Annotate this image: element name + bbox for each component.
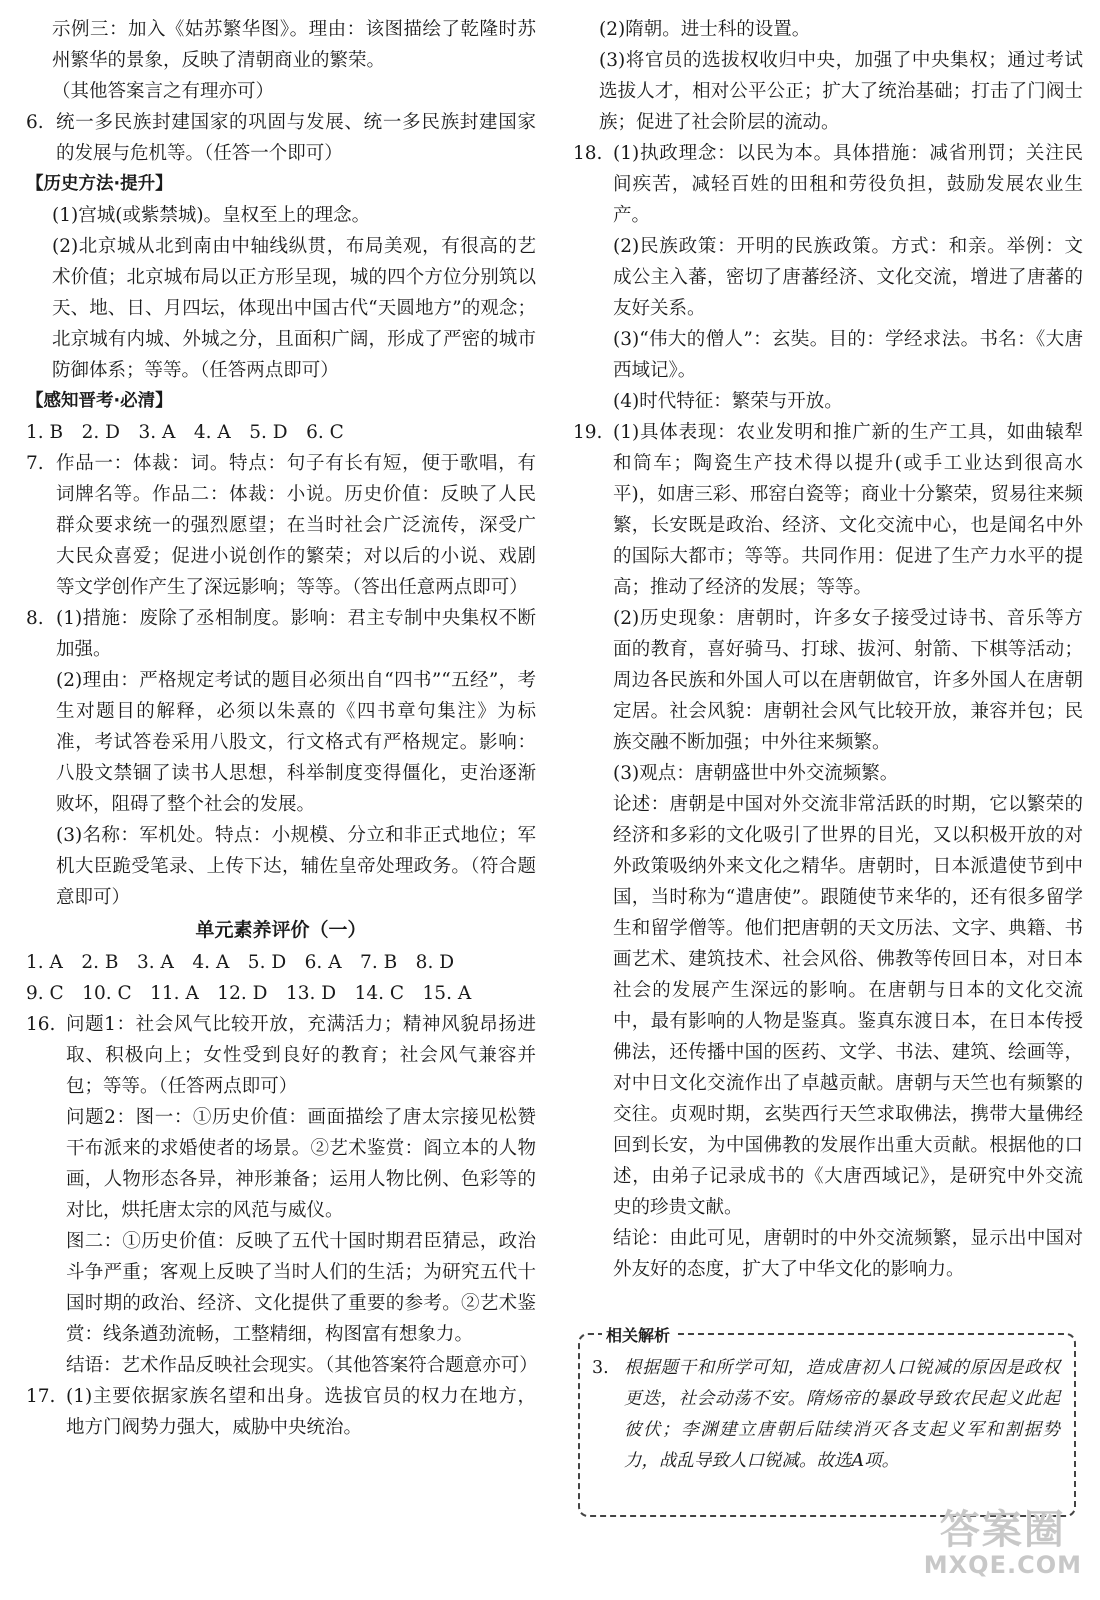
answer-text: 论述：唐朝是中国对外交流非常活跃的时期，它以繁荣的经济和多彩的文化吸引了世界的目光，又以积极开放的对外政策吸纳外来文化之精华。唐朝时，日本派遣使节到中国，当时称为“遣唐使”。跟随使节来华的，还有很多留学生和留学僧等。他们把唐朝的天文历法、文字、典籍、书画艺术、建筑技术、社会风俗、佛教等传回日本，对日本社会的发展产生深远的影响。在唐朝与日本的文化交流中，最有影响的人物是鉴真。鉴真东渡日本，在日本传授佛法，还传播中国的医药、文学、书法、建筑、绘画等，对中日文化交流作出了卓越贡献。唐朝与天竺也有频繁的交往。贞观时期，玄奘西行天竺求取佛法，携带大量佛经回到长安，为中国佛教的发展作出重大贡献。根据他的口述，由弟子记录成书的《大唐西域记》，是研究中外交流史的珍贵文献。 [613,794,1083,1218]
answer-text: (3)观点：唐朝盛世中外交流频繁。 [613,763,899,784]
analysis-number: 3. [592,1358,609,1378]
question-19 [573,417,1083,1285]
paragraph: (2)北京城从北到南由中轴线纵贯，布局美观，有很高的艺术价值；北京城布局以正方形呈现，城的四个方位分别筑以天、地、日、月四坛，体现出中国古代“天圆地方”的观念；北京城有内城、外城之分，且面积广阔，形成了严密的城市防御体系；等等。（任答两点即可） [52,236,536,381]
answer-text: (3)名称：军机处。特点：小规模、分立和非正式地位；军机大臣跪受笔录、上传下达，辅佐皇帝处理政务。（符合题意即可） [56,825,536,908]
right-column [573,14,1083,1285]
question-number: 19. [573,422,603,443]
answer-text: (2)历史现象：唐朝时，许多女子接受过诗书、音乐等方面的教育，喜好骑马、打球、拔河、射箭、下棋等活动；周边各民族和外国人可以在唐朝做官，许多外国人在唐朝定居。社会风貌：唐朝社会风气比较开放，兼容并包；民族交融不断加强；中外往来频繁。 [613,608,1083,753]
answer-text: (2)民族政策：开明的民族政策。方式：和亲。举例：文成公主入蕃，密切了唐蕃经济、文化交流，增进了唐蕃的友好关系。 [613,236,1083,319]
question-18 [573,138,1083,417]
unit-title: 单元素养评价（一） [195,919,367,941]
watermark-url: MXQE.COM [923,1551,1082,1579]
question-7 [26,448,536,603]
paragraph: (1)宫城(或紫禁城)。皇权至上的理念。 [52,205,371,226]
analysis-text: 根据题干和所学可知，造成唐初人口锐减的原因是政权更迭，社会动荡不安。隋炀帝的暴政导致农民起义此起彼伏；李渊建立唐朝后陆续消灭各支起义军和割据势力，战乱导致人口锐减。故选A项。 [624,1358,1060,1471]
answer-text: (4)时代特征：繁荣与开放。 [613,391,843,412]
answer-text: 结语：艺术作品反映社会现实。（其他答案符合题意亦可） [66,1355,538,1376]
watermark-logo: 答案圈 [939,1507,1066,1553]
answer-text: 结论：由此可见，唐朝时的中外交流频繁，显示出中国对外友好的态度，扩大了中华文化的影响力。 [613,1228,1083,1280]
question-8 [26,603,536,913]
question-6 [26,107,536,169]
question-16 [26,1009,536,1381]
answer-text: 统一多民族封建国家的巩固与发展、统一多民族封建国家的发展与危机等。（任答一个即可） [56,112,536,164]
paragraph: (3)将官员的选拔权收归中央，加强了中央集权；通过考试选拔人才，相对公平公正；扩大了统治基础；打击了门阀士族；促进了社会阶层的流动。 [599,50,1083,133]
left-column [26,14,536,1443]
answer-text: 图二：①历史价值：反映了五代十国时期君臣猜忌，政治斗争严重；客观上反映了当时人们的生活；为研究五代十国时期的政治、经济、文化提供了重要的参考。②艺术鉴赏：线条遒劲流畅，工整精细，构图富有想象力。 [66,1231,536,1345]
paragraph: (2)隋朝。进士科的设置。 [599,19,811,40]
section-heading: 【感知晋考·必清】 [26,391,173,411]
answer-text: (1)主要依据家族名望和出身。选拔官员的权力在地方，地方门阀势力强大，威胁中央统治。 [66,1386,536,1438]
analysis-label: 相关解析 [602,1323,674,1346]
paragraph: 示例三：加入《姑苏繁华图》。理由：该图描绘了乾隆时苏州繁华的景象，反映了清朝商业的繁荣。 [52,19,536,71]
question-17 [26,1381,536,1443]
mc-answers: 9. C 10. C 11. A 12. D 13. D 14. C 15. A [26,983,472,1004]
question-number: 7. [26,453,44,474]
question-number: 8. [26,608,44,629]
answer-text: 问题2：图一：①历史价值：画面描绘了唐太宗接见松赞干布派来的求婚使者的场景。②艺术鉴赏：阎立本的人物画，人物形态各异，神形兼备；运用人物比例、色彩等的对比，烘托唐太宗的风范与威仪。 [66,1107,536,1221]
answer-text: (2)理由：严格规定考试的题目必须出自“四书”“五经”，考生对题目的解释，必须以朱熹的《四书章句集注》为标准，考试答卷采用八股文，行文格式有严格规定。影响：八股文禁锢了读书人思想，科举制度变得僵化，吏治逐渐败坏，阻碍了整个社会的发展。 [56,670,536,815]
watermark [924,1508,1082,1578]
question-number: 16. [26,1014,56,1035]
related-analysis-box [578,1326,1076,1517]
answer-text: (1)执政理念：以民为本。具体措施：减省刑罚；关注民间疾苦，减轻百姓的田租和劳役负担，鼓励发展农业生产。 [613,143,1083,226]
answer-text: (1)具体表现：农业发明和推广新的生产工具，如曲辕犁和筒车；陶瓷生产技术得以提升(或手工业达到很高水平)，如唐三彩、邢窑白瓷等；商业十分繁荣，贸易往来频繁，长安既是政治、经济、文化交流中心，也是闻名中外的国际大都市；等等。共同作用：促进了生产力水平的提高；推动了经济的发展；等等。 [613,422,1083,598]
question-number: 6. [26,112,44,133]
question-number: 17. [26,1386,56,1407]
mc-answers: 1. A 2. B 3. A 4. A 5. D 6. A 7. B 8. D [26,952,455,973]
mc-answers: 1. B 2. D 3. A 4. A 5. D 6. C [26,422,344,443]
answer-text: 作品一：体裁：词。特点：句子有长有短，便于歌唱，有词牌名等。作品二：体裁：小说。历史价值：反映了人民群众要求统一的强烈愿望；在当时社会广泛流传，深受广大民众喜爱；促进小说创作的繁荣；对以后的小说、戏剧等文学创作产生了深远影响；等等。（答出任意两点即可） [56,453,536,598]
question-number: 18. [573,143,603,164]
answer-text: (1)措施：废除了丞相制度。影响：君主专制中央集权不断加强。 [56,608,536,660]
answer-text: 问题1：社会风气比较开放，充满活力；精神风貌昂扬进取、积极向上；女性受到良好的教育；社会风气兼容并包；等等。（任答两点即可） [66,1014,536,1097]
answer-text: (3)“伟大的僧人”：玄奘。目的：学经求法。书名：《大唐西域记》。 [613,329,1083,381]
paragraph: （其他答案言之有理亦可） [52,81,275,102]
analysis-item [592,1353,1060,1477]
section-heading: 【历史方法·提升】 [26,174,173,194]
